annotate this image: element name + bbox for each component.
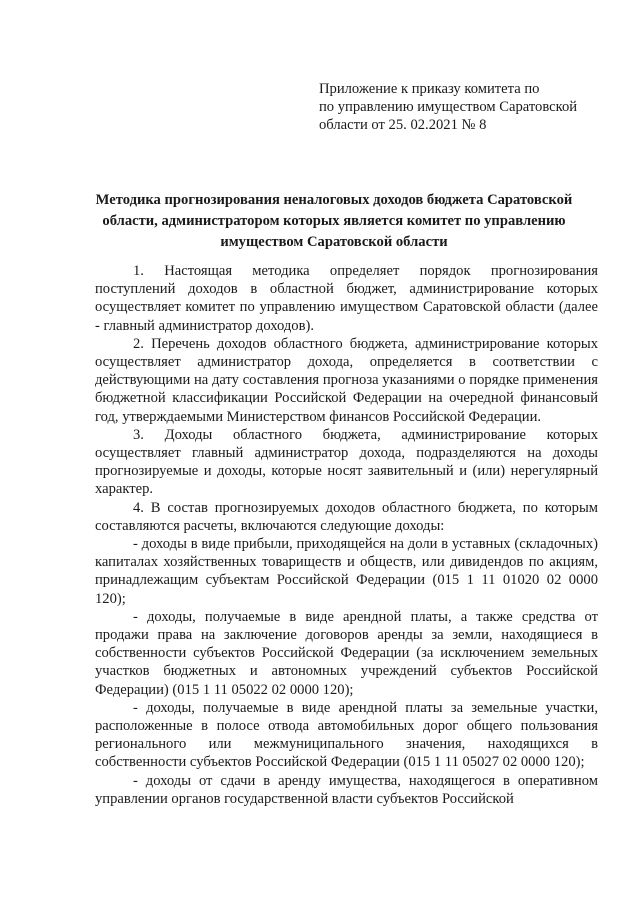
paragraph: 4. В состав прогнозируемых доходов областного бюджета, по которым составляются расчеты, включаются следующие доходы: [95,499,598,534]
annex-header [319,80,619,134]
paragraph: 1. Настоящая методика определяет порядок прогнозирования поступлений доходов в областной бюджет, администрирование которых осуществляет комитет по управлению имуществом Саратовской области (далее - главный администратор доходов). [95,263,598,334]
document-title: Методика прогнозирования неналоговых доходов бюджета Саратовской области, администратором которых является комитет по управлению имуществом Саратовской области [95,192,573,250]
list-item: - доходы, получаемые в виде арендной платы за земельные участки, расположенные в полосе отвода автомобильных дорог общего пользования регионального или межмуниципального значения, находящихся в собственности субъектов Российской Федерации (015 1 11 05027 02 0000 120); [95,699,598,771]
list-item: - доходы от сдачи в аренду имущества, находящегося в оперативном управлении органов государственной власти субъектов Российской [95,772,598,807]
annex-line: по управлению имуществом Саратовской [319,99,578,115]
paragraph: 2. Перечень доходов областного бюджета, администрирование которых осуществляет администратор дохода, определяется в соответствии с действующими на дату составления прогноза указаниями о порядке применения бюджетной классификации Российской Федерации на очередной финансовый год, утверждаемыми Министерством финансов Российской Федерации. [95,335,598,425]
paragraph: 3. Доходы областного бюджета, администрирование которых осуществляет главный администратор дохода, подразделяются на доходы прогнозируемые и доходы, которые носят заявительный и (или) нерегулярный характер. [95,426,598,498]
list-item: - доходы в виде прибыли, приходящейся на доли в уставных (складочных) капиталах хозяйственных товариществ и обществ, или дивидендов по акциям, принадлежащим субъектам Российской Федерации (015 1 11 01020 02 0000 120); [95,536,598,607]
annex-line: Приложение к приказу комитета по [319,81,540,97]
list-item: - доходы, получаемые в виде арендной платы, а также средства от продажи права на заключение договоров аренды за земли, находящиеся в собственности субъектов Российской Федерации (за исключением земельных участков бюджетных и автономных учреждений субъектов Российской Федерации) (015 1 11 05022 02 0000 120); [95,608,598,698]
document-body [95,262,598,808]
annex-line: области от 25. 02.2021 № 8 [319,117,487,133]
